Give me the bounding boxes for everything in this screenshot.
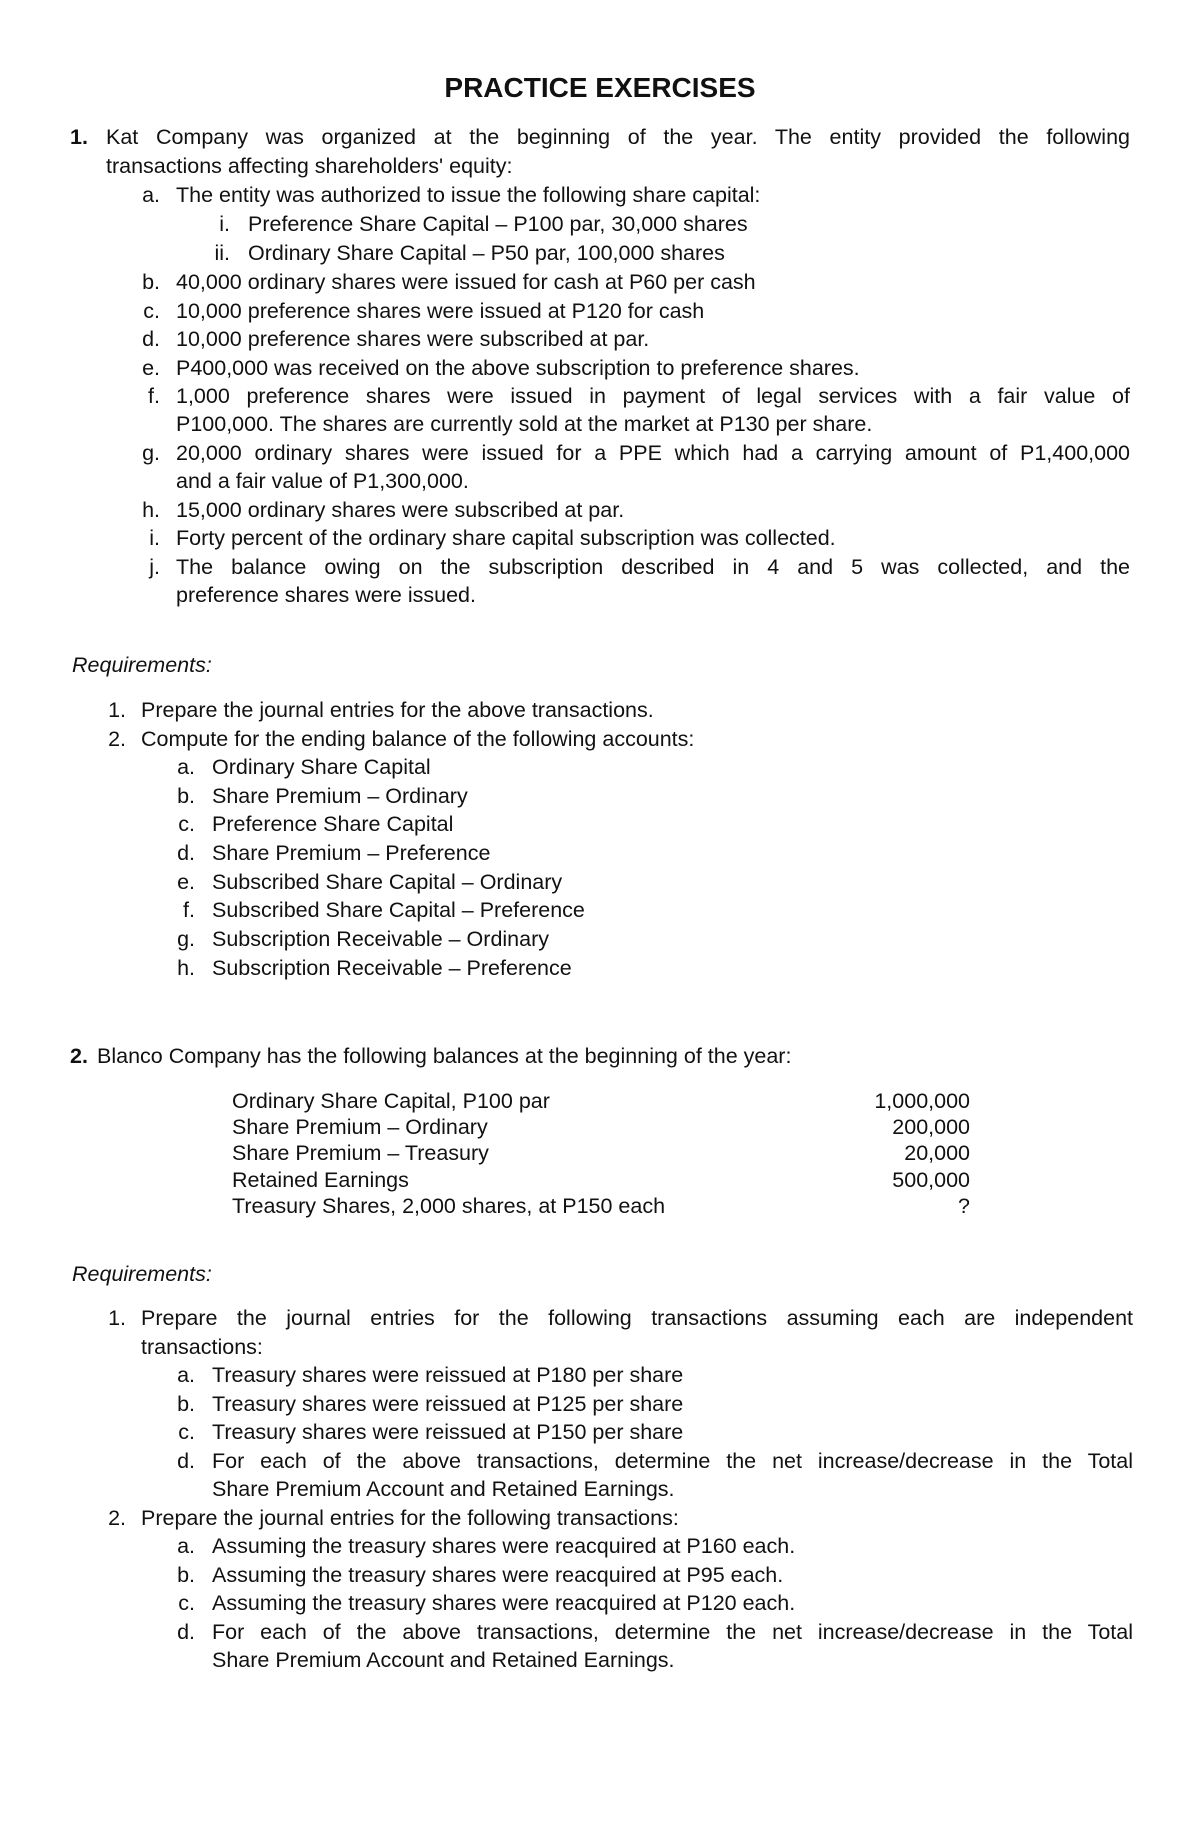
list-item: For each of the above transactions, determine the net increase/decrease in the Total [212,1449,1133,1473]
list-item: 1,000 preference shares were issued in payment of legal services with a fair value of [176,384,1130,408]
list-marker: c. [143,299,160,323]
account-item: Subscription Receivable – Preference [212,956,572,980]
list-marker: b. [142,270,160,294]
account-item: Ordinary Share Capital [212,755,431,779]
list-marker: e. [177,870,195,894]
account-item: Subscribed Share Capital – Ordinary [212,870,563,894]
exercise-number: 2. [70,1044,88,1068]
requirements-heading: Requirements: [72,653,212,677]
list-marker: a. [142,183,160,207]
exercise-intro: Blanco Company has the following balances at the beginning of the year: [97,1044,792,1068]
requirements-heading: Requirements: [72,1262,212,1286]
list-marker: f. [148,384,160,408]
list-item: 10,000 preference shares were issued at P120 for cash [176,299,705,323]
list-marker: 1. [108,698,126,722]
exercise-intro: transactions affecting shareholders' equity: [106,154,513,178]
list-item: preference shares were issued. [176,583,476,607]
list-item: Treasury shares were reissued at P125 per share [212,1392,684,1416]
requirement-item: Compute for the ending balance of the following accounts: [141,727,695,751]
list-marker: g. [142,441,160,465]
list-marker: ii. [214,241,230,265]
list-marker: i. [149,526,160,550]
list-marker: d. [142,327,160,351]
account-item: Subscribed Share Capital – Preference [212,898,585,922]
balance-account: Share Premium – Ordinary [232,1115,488,1139]
account-item: Subscription Receivable – Ordinary [212,927,549,951]
requirement-item: transactions: [141,1335,263,1359]
list-marker: 2. [108,727,126,751]
balance-account: Share Premium – Treasury [232,1141,489,1165]
balance-amount: 500,000 [892,1168,970,1192]
list-item: 10,000 preference shares were subscribed at par. [176,327,650,351]
balance-account: Ordinary Share Capital, P100 par [232,1089,550,1113]
balance-amount: 20,000 [904,1141,970,1165]
list-item: Share Premium Account and Retained Earnings. [212,1477,675,1501]
list-item: 15,000 ordinary shares were subscribed at par. [176,498,625,522]
account-item: Share Premium – Ordinary [212,784,468,808]
list-item: Preference Share Capital – P100 par, 30,000 shares [248,212,748,236]
list-item: Share Premium Account and Retained Earnings. [212,1648,675,1672]
list-marker: c. [178,812,195,836]
exercise-intro: Kat Company was organized at the beginning of the year. The entity provided the following [106,125,1130,149]
page-title: PRACTICE EXERCISES [444,72,756,103]
balance-amount: 200,000 [892,1115,970,1139]
list-item: Forty percent of the ordinary share capital subscription was collected. [176,526,836,550]
list-marker: b. [177,1392,195,1416]
balance-amount: ? [958,1194,970,1218]
requirement-item: Prepare the journal entries for the following transactions: [141,1506,679,1530]
list-marker: d. [177,841,195,865]
account-item: Share Premium – Preference [212,841,491,865]
balance-account: Treasury Shares, 2,000 shares, at P150 each [232,1194,666,1218]
list-item: Assuming the treasury shares were reacquired at P120 each. [212,1591,796,1615]
list-marker: h. [142,498,160,522]
list-marker: a. [177,1534,195,1558]
list-marker: b. [177,1563,195,1587]
list-marker: c. [178,1591,195,1615]
list-marker: g. [177,927,195,951]
list-marker: f. [183,898,195,922]
list-item: Assuming the treasury shares were reacquired at P160 each. [212,1534,796,1558]
requirement-item: Prepare the journal entries for the above transactions. [141,698,654,722]
list-item: 40,000 ordinary shares were issued for cash at P60 per cash [176,270,756,294]
list-marker: 2. [108,1506,126,1530]
list-item: The balance owing on the subscription described in 4 and 5 was collected, and the [176,555,1130,579]
list-item: Treasury shares were reissued at P150 per share [212,1420,684,1444]
list-marker: a. [177,1363,195,1387]
list-marker: c. [178,1420,195,1444]
list-item: Assuming the treasury shares were reacquired at P95 each. [212,1563,784,1587]
list-marker: j. [149,555,160,579]
list-item: and a fair value of P1,300,000. [176,469,469,493]
list-marker: a. [177,755,195,779]
list-marker: e. [142,356,160,380]
list-item: For each of the above transactions, determine the net increase/decrease in the Total [212,1620,1133,1644]
list-marker: h. [177,956,195,980]
exercise-number: 1. [70,125,88,149]
list-marker: d. [177,1620,195,1644]
balance-amount: 1,000,000 [874,1089,970,1113]
list-item: P100,000. The shares are currently sold at the market at P130 per share. [176,412,873,436]
list-item: Ordinary Share Capital – P50 par, 100,000 shares [248,241,725,265]
list-marker: d. [177,1449,195,1473]
account-item: Preference Share Capital [212,812,454,836]
balance-account: Retained Earnings [232,1168,409,1192]
list-marker: 1. [108,1306,126,1330]
list-marker: b. [177,784,195,808]
list-item: Treasury shares were reissued at P180 per share [212,1363,684,1387]
list-item: 20,000 ordinary shares were issued for a PPE which had a carrying amount of P1,400,000 [176,441,1130,465]
requirement-item: Prepare the journal entries for the following transactions assuming each are independent [141,1306,1133,1330]
list-item: The entity was authorized to issue the following share capital: [176,183,761,207]
list-item: P400,000 was received on the above subscription to preference shares. [176,356,860,380]
list-marker: i. [219,212,230,236]
